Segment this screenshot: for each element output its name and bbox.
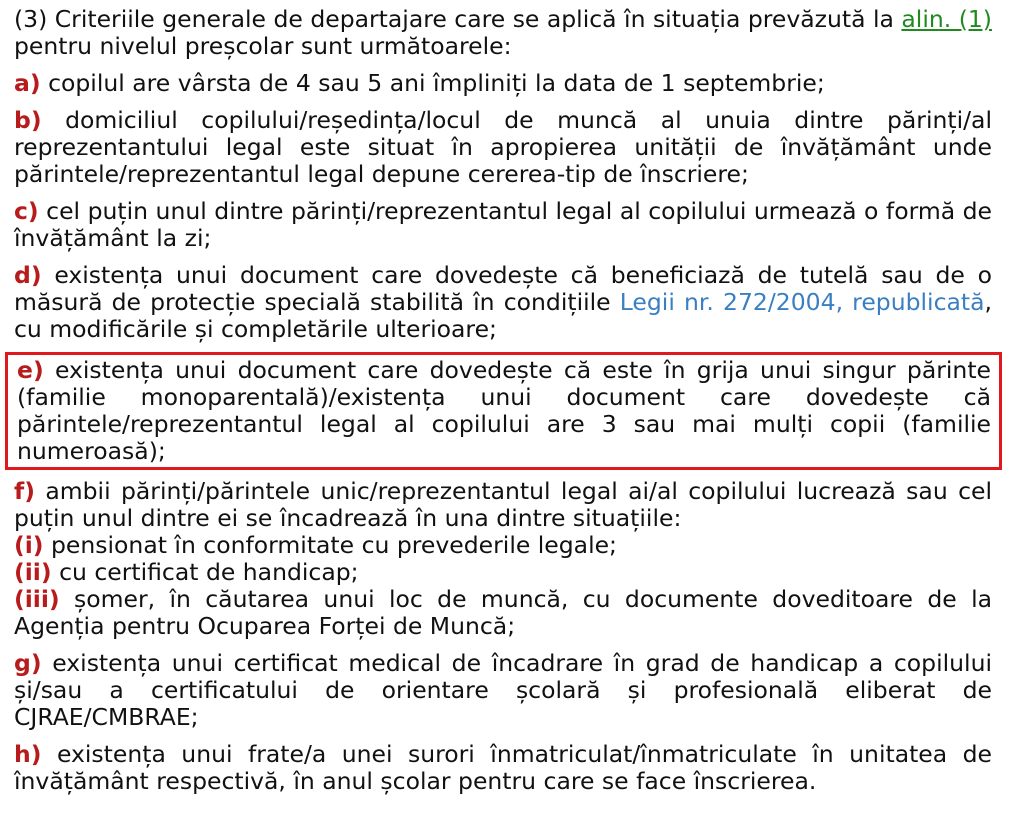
law-272-2004-link[interactable]: Legii nr. 272/2004, republicată <box>619 288 985 316</box>
criterion-g-text: existența unui certificat medical de încadrare în grad de handicap a copilului și/sau a certificatului de orientare școlară și profesională eliberat de CJRAE/CMBRAE; <box>14 649 992 731</box>
intro-text-after: pentru nivelul preșcolar sunt următoarele: <box>14 32 512 60</box>
criterion-e-letter: e) <box>17 356 44 384</box>
subitem-i-text: pensionat în conformitate cu prevederile legale; <box>43 531 617 559</box>
criterion-a <box>14 70 992 97</box>
highlight-box <box>5 352 1002 470</box>
paragraph-intro <box>14 6 992 60</box>
criterion-f-text: ambii părinți/părintele unic/reprezentantul legal ai/al copilului lucrează sau cel puțin unul dintre ei se încadrează în una dintre situațiile: <box>14 477 992 532</box>
subitem-ii-text: cu certificat de handicap; <box>51 558 359 586</box>
criterion-h-text: existența unui frate/a unei surori înmatriculat/înmatriculate în unitatea de învățământ respectivă, în anul școlar pentru care se face înscrierea. <box>14 740 992 795</box>
criterion-a-text: copilul are vârsta de 4 sau 5 ani împliniți la data de 1 septembrie; <box>40 69 825 97</box>
criterion-f-subitem-i <box>14 532 992 559</box>
criterion-g-letter: g) <box>14 649 42 677</box>
criterion-b <box>14 107 992 188</box>
criterion-f-subitem-ii <box>14 559 992 586</box>
alin-1-link[interactable]: alin. (1) <box>901 5 992 33</box>
intro-text-before: (3) Criteriile generale de departajare care se aplică în situația prevăzută la <box>14 5 902 33</box>
criterion-d-text-after: , cu modificările și completările ulterioare; <box>14 288 992 343</box>
criterion-c-letter: c) <box>14 197 39 225</box>
subitem-iii-text: șomer, în căutarea unui loc de muncă, cu documente doveditoare de la Agenția pentru Ocuparea Forței de Muncă; <box>14 585 992 640</box>
criterion-e-text: existența unui document care dovedește că este în grija unui singur părinte (familie monoparentală)/existența unui document care dovedește că părintele/reprezentantul legal al copilului are 3 sau mai mulți copii (familie numeroasă); <box>17 356 991 465</box>
criterion-g <box>14 650 992 731</box>
criterion-f-letter: f) <box>14 477 35 505</box>
criterion-e <box>17 357 991 465</box>
subitem-ii-number: (ii) <box>14 558 52 586</box>
subitem-iii-number: (iii) <box>14 585 60 613</box>
criterion-c-text: cel puțin unul dintre părinți/reprezentantul legal al copilului urmează o formă de învățământ la zi; <box>14 197 992 252</box>
criterion-f-subitem-iii <box>14 586 992 640</box>
criterion-d-text-before: existența unui document care dovedește că beneficiază de tutelă sau de o măsură de protecție specială stabilită în condițiile <box>14 261 992 316</box>
criterion-d-letter: d) <box>14 261 42 289</box>
subitem-i-number: (i) <box>14 531 44 559</box>
criterion-h-letter: h) <box>14 740 42 768</box>
criterion-h <box>14 741 992 795</box>
legal-document <box>14 6 992 795</box>
criterion-b-letter: b) <box>14 106 42 134</box>
criterion-b-text: domiciliul copilului/reședința/locul de muncă al unuia dintre părinți/al reprezentantului legal este situat în apropierea unității de învățământ unde părintele/reprezentantul legal depune cererea-tip de înscriere; <box>14 106 992 188</box>
criterion-a-letter: a) <box>14 69 41 97</box>
criterion-f <box>14 478 992 532</box>
criterion-c <box>14 198 992 252</box>
criterion-d <box>14 262 992 343</box>
